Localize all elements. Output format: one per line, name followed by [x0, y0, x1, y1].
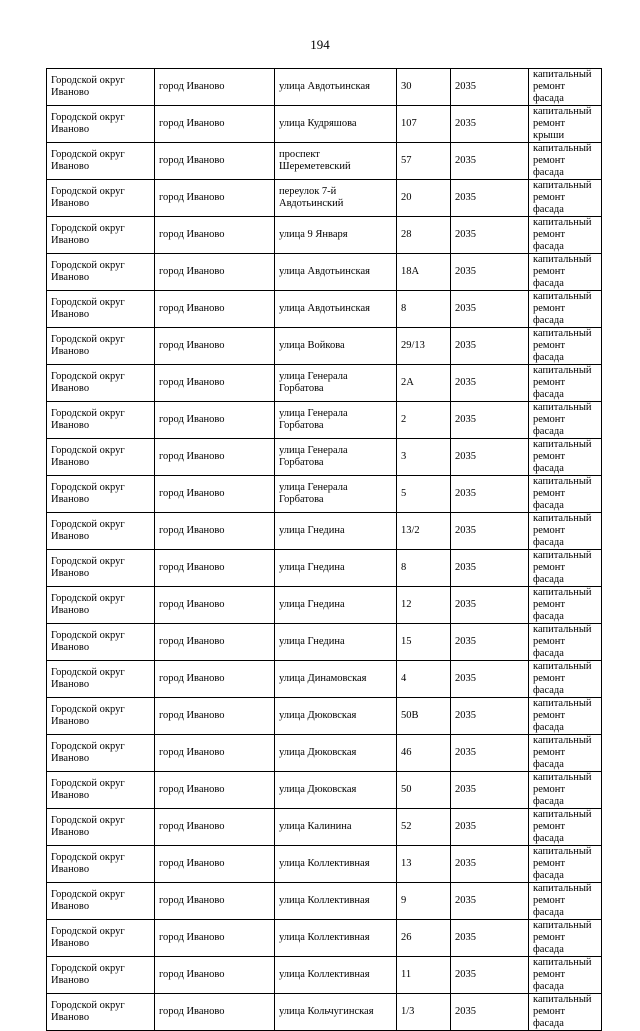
cell-house-number: 30	[397, 69, 451, 106]
cell-work-type: капитальный ремонт фасада	[529, 180, 602, 217]
cell-house-number: 107	[397, 106, 451, 143]
cell-year: 2035	[451, 735, 529, 772]
cell-municipal-district: Городской округ Иваново	[47, 957, 155, 994]
table-row	[47, 476, 602, 513]
cell-municipal-district: Городской округ Иваново	[47, 217, 155, 254]
cell-work-type: капитальный ремонт фасада	[529, 328, 602, 365]
cell-year: 2035	[451, 809, 529, 846]
cell-settlement: город Иваново	[155, 587, 275, 624]
cell-street: улица Авдотьинская	[275, 69, 397, 106]
cell-settlement: город Иваново	[155, 735, 275, 772]
cell-street: улица Авдотьинская	[275, 291, 397, 328]
table-row	[47, 254, 602, 291]
table-row	[47, 698, 602, 735]
cell-year: 2035	[451, 698, 529, 735]
cell-municipal-district: Городской округ Иваново	[47, 809, 155, 846]
cell-settlement: город Иваново	[155, 846, 275, 883]
cell-municipal-district: Городской округ Иваново	[47, 143, 155, 180]
cell-municipal-district: Городской округ Иваново	[47, 550, 155, 587]
cell-house-number: 52	[397, 809, 451, 846]
cell-street: проспект Шереметевский	[275, 143, 397, 180]
cell-settlement: город Иваново	[155, 550, 275, 587]
table-row	[47, 291, 602, 328]
cell-work-type: капитальный ремонт фасада	[529, 994, 602, 1031]
cell-street: улица Авдотьинская	[275, 254, 397, 291]
table-row	[47, 328, 602, 365]
cell-street: улица Дюковская	[275, 772, 397, 809]
cell-settlement: город Иваново	[155, 994, 275, 1031]
cell-settlement: город Иваново	[155, 661, 275, 698]
cell-house-number: 50	[397, 772, 451, 809]
page-number: 194	[310, 37, 330, 52]
cell-work-type: капитальный ремонт фасада	[529, 402, 602, 439]
table-row	[47, 143, 602, 180]
cell-street: улица Дюковская	[275, 698, 397, 735]
cell-house-number: 11	[397, 957, 451, 994]
cell-year: 2035	[451, 106, 529, 143]
cell-street: улица Коллективная	[275, 920, 397, 957]
cell-year: 2035	[451, 402, 529, 439]
cell-house-number: 15	[397, 624, 451, 661]
cell-year: 2035	[451, 883, 529, 920]
cell-house-number: 5	[397, 476, 451, 513]
cell-settlement: город Иваново	[155, 254, 275, 291]
cell-year: 2035	[451, 624, 529, 661]
cell-municipal-district: Городской округ Иваново	[47, 587, 155, 624]
cell-municipal-district: Городской округ Иваново	[47, 920, 155, 957]
cell-municipal-district: Городской округ Иваново	[47, 513, 155, 550]
cell-year: 2035	[451, 180, 529, 217]
table-row	[47, 550, 602, 587]
cell-house-number: 9	[397, 883, 451, 920]
cell-street: улица Гнедина	[275, 550, 397, 587]
cell-settlement: город Иваново	[155, 624, 275, 661]
cell-street: улица Калинина	[275, 809, 397, 846]
cell-house-number: 13/2	[397, 513, 451, 550]
cell-street: улица Гнедина	[275, 587, 397, 624]
cell-municipal-district: Городской округ Иваново	[47, 476, 155, 513]
cell-work-type: капитальный ремонт фасада	[529, 217, 602, 254]
cell-year: 2035	[451, 69, 529, 106]
cell-work-type: капитальный ремонт фасада	[529, 254, 602, 291]
cell-work-type: капитальный ремонт фасада	[529, 550, 602, 587]
cell-year: 2035	[451, 328, 529, 365]
cell-municipal-district: Городской округ Иваново	[47, 254, 155, 291]
cell-municipal-district: Городской округ Иваново	[47, 698, 155, 735]
cell-work-type: капитальный ремонт фасада	[529, 735, 602, 772]
cell-settlement: город Иваново	[155, 883, 275, 920]
cell-settlement: город Иваново	[155, 143, 275, 180]
cell-municipal-district: Городской округ Иваново	[47, 883, 155, 920]
cell-work-type: капитальный ремонт фасада	[529, 587, 602, 624]
table-row	[47, 587, 602, 624]
cell-house-number: 8	[397, 291, 451, 328]
cell-municipal-district: Городской округ Иваново	[47, 735, 155, 772]
cell-work-type: капитальный ремонт фасада	[529, 846, 602, 883]
cell-house-number: 28	[397, 217, 451, 254]
cell-house-number: 18А	[397, 254, 451, 291]
cell-settlement: город Иваново	[155, 439, 275, 476]
cell-work-type: капитальный ремонт фасада	[529, 476, 602, 513]
table-row	[47, 513, 602, 550]
cell-year: 2035	[451, 994, 529, 1031]
cell-street: улица Коллективная	[275, 883, 397, 920]
table-row	[47, 809, 602, 846]
cell-year: 2035	[451, 587, 529, 624]
table-row	[47, 106, 602, 143]
cell-house-number: 12	[397, 587, 451, 624]
cell-house-number: 57	[397, 143, 451, 180]
cell-work-type: капитальный ремонт фасада	[529, 624, 602, 661]
cell-work-type: капитальный ремонт фасада	[529, 957, 602, 994]
table-body	[47, 69, 602, 1031]
cell-municipal-district: Городской округ Иваново	[47, 402, 155, 439]
cell-work-type: капитальный ремонт фасада	[529, 439, 602, 476]
cell-municipal-district: Городской округ Иваново	[47, 661, 155, 698]
cell-work-type: капитальный ремонт фасада	[529, 883, 602, 920]
cell-municipal-district: Городской округ Иваново	[47, 846, 155, 883]
cell-year: 2035	[451, 772, 529, 809]
cell-year: 2035	[451, 957, 529, 994]
cell-work-type: капитальный ремонт фасада	[529, 920, 602, 957]
cell-work-type: капитальный ремонт фасада	[529, 772, 602, 809]
cell-house-number: 29/13	[397, 328, 451, 365]
cell-house-number: 46	[397, 735, 451, 772]
cell-street: улица Генерала Горбатова	[275, 365, 397, 402]
cell-settlement: город Иваново	[155, 513, 275, 550]
cell-municipal-district: Городской округ Иваново	[47, 365, 155, 402]
cell-settlement: город Иваново	[155, 328, 275, 365]
cell-work-type: капитальный ремонт фасада	[529, 365, 602, 402]
cell-work-type: капитальный ремонт фасада	[529, 291, 602, 328]
cell-year: 2035	[451, 439, 529, 476]
cell-street: улица Генерала Горбатова	[275, 476, 397, 513]
cell-house-number: 8	[397, 550, 451, 587]
cell-settlement: город Иваново	[155, 957, 275, 994]
cell-street: улица Динамовская	[275, 661, 397, 698]
cell-street: улица Кольчугинская	[275, 994, 397, 1031]
cell-municipal-district: Городской округ Иваново	[47, 624, 155, 661]
table-row	[47, 624, 602, 661]
cell-settlement: город Иваново	[155, 180, 275, 217]
cell-work-type: капитальный ремонт фасада	[529, 698, 602, 735]
cell-settlement: город Иваново	[155, 809, 275, 846]
table-row	[47, 994, 602, 1031]
cell-municipal-district: Городской округ Иваново	[47, 69, 155, 106]
cell-street: улица Коллективная	[275, 846, 397, 883]
repair-schedule-table	[46, 68, 602, 1031]
cell-house-number: 50В	[397, 698, 451, 735]
cell-work-type: капитальный ремонт фасада	[529, 661, 602, 698]
cell-house-number: 20	[397, 180, 451, 217]
table-row	[47, 957, 602, 994]
cell-street: улица Кудряшова	[275, 106, 397, 143]
cell-settlement: город Иваново	[155, 217, 275, 254]
cell-house-number: 26	[397, 920, 451, 957]
cell-street: улица Коллективная	[275, 957, 397, 994]
table-row	[47, 772, 602, 809]
cell-street: улица 9 Января	[275, 217, 397, 254]
cell-work-type: капитальный ремонт фасада	[529, 143, 602, 180]
table-row	[47, 402, 602, 439]
cell-year: 2035	[451, 920, 529, 957]
cell-year: 2035	[451, 846, 529, 883]
table-row	[47, 735, 602, 772]
cell-settlement: город Иваново	[155, 291, 275, 328]
cell-year: 2035	[451, 365, 529, 402]
cell-municipal-district: Городской округ Иваново	[47, 328, 155, 365]
cell-street: улица Генерала Горбатова	[275, 402, 397, 439]
cell-settlement: город Иваново	[155, 106, 275, 143]
cell-settlement: город Иваново	[155, 69, 275, 106]
cell-settlement: город Иваново	[155, 698, 275, 735]
table-row	[47, 846, 602, 883]
cell-house-number: 2	[397, 402, 451, 439]
cell-municipal-district: Городской округ Иваново	[47, 772, 155, 809]
cell-year: 2035	[451, 291, 529, 328]
cell-year: 2035	[451, 143, 529, 180]
cell-year: 2035	[451, 217, 529, 254]
table-row	[47, 217, 602, 254]
cell-street: улица Гнедина	[275, 624, 397, 661]
cell-settlement: город Иваново	[155, 772, 275, 809]
cell-street: улица Войкова	[275, 328, 397, 365]
cell-municipal-district: Городской округ Иваново	[47, 291, 155, 328]
cell-house-number: 2А	[397, 365, 451, 402]
cell-settlement: город Иваново	[155, 365, 275, 402]
table-row	[47, 69, 602, 106]
cell-year: 2035	[451, 476, 529, 513]
cell-work-type: капитальный ремонт фасада	[529, 809, 602, 846]
cell-year: 2035	[451, 254, 529, 291]
cell-street: улица Дюковская	[275, 735, 397, 772]
cell-house-number: 3	[397, 439, 451, 476]
cell-municipal-district: Городской округ Иваново	[47, 439, 155, 476]
cell-street: улица Генерала Горбатова	[275, 439, 397, 476]
table-row	[47, 365, 602, 402]
cell-house-number: 1/3	[397, 994, 451, 1031]
cell-work-type: капитальный ремонт фасада	[529, 513, 602, 550]
cell-settlement: город Иваново	[155, 402, 275, 439]
table-row	[47, 661, 602, 698]
cell-work-type: капитальный ремонт крыши	[529, 106, 602, 143]
cell-municipal-district: Городской округ Иваново	[47, 180, 155, 217]
cell-street: улица Гнедина	[275, 513, 397, 550]
table-row	[47, 920, 602, 957]
cell-year: 2035	[451, 513, 529, 550]
table-row	[47, 180, 602, 217]
cell-house-number: 4	[397, 661, 451, 698]
cell-house-number: 13	[397, 846, 451, 883]
cell-settlement: город Иваново	[155, 476, 275, 513]
cell-municipal-district: Городской округ Иваново	[47, 106, 155, 143]
table-row	[47, 439, 602, 476]
cell-settlement: город Иваново	[155, 920, 275, 957]
table-row	[47, 883, 602, 920]
cell-year: 2035	[451, 550, 529, 587]
cell-municipal-district: Городской округ Иваново	[47, 994, 155, 1031]
cell-work-type: капитальный ремонт фасада	[529, 69, 602, 106]
cell-year: 2035	[451, 661, 529, 698]
cell-street: переулок 7-й Авдотьинский	[275, 180, 397, 217]
